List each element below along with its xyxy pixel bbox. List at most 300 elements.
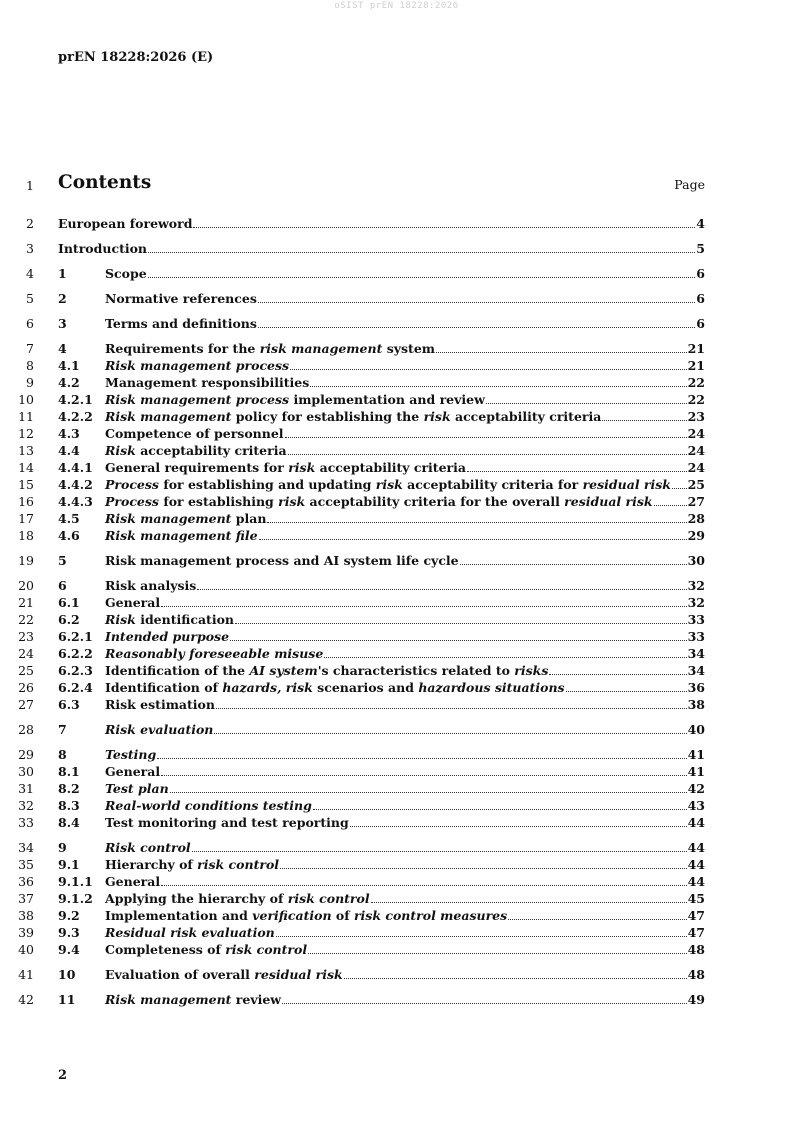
toc-entry[interactable] [0,967,793,983]
dot-leader [259,539,687,540]
line-number: 22 [18,612,34,627]
section-number: 7 [58,722,67,737]
title-segment: Hierarchy of [105,857,198,872]
page-ref: 48 [687,967,705,982]
section-title [105,528,258,544]
page-ref: 40 [687,722,705,737]
title-segment: Process [105,477,159,492]
dot-leader [276,936,687,937]
toc-entry[interactable] [0,443,793,459]
toc-entry[interactable] [0,663,793,679]
section-title [58,216,192,232]
line-number: 10 [18,392,34,407]
line-number: 32 [18,798,34,813]
dot-leader [308,953,687,954]
title-segment: for establishing [158,494,279,509]
line-number: 27 [18,697,34,712]
section-number: 4.2 [58,375,80,390]
title-segment: General [105,595,161,610]
title-segment: acceptability criteria [315,460,466,475]
line-number: 7 [26,341,34,356]
title-segment: risk control measures [353,908,508,923]
dot-leader [282,1003,687,1004]
page-ref: 6 [696,291,705,306]
line-number: 23 [18,629,34,644]
dot-leader [197,589,686,590]
page-ref: 41 [687,747,705,762]
toc-entry[interactable] [0,341,793,357]
title-segment: Risk [105,612,136,627]
section-title [105,511,266,527]
page-ref: 24 [687,426,705,441]
title-segment: Terms and definitions [105,316,257,331]
line-number: 35 [18,857,34,872]
page-ref: 28 [687,511,705,526]
title-segment: Residual risk evaluation [105,925,275,940]
title-segment: Risk control [105,840,191,855]
toc-entry[interactable] [0,781,793,797]
toc-entry[interactable] [0,291,793,307]
title-segment: hazards, risk [222,680,313,695]
section-number: 6.2 [58,612,80,627]
dot-leader [148,277,696,278]
section-number: 9.1 [58,857,80,872]
section-title [105,443,287,459]
toc-entry[interactable] [0,241,793,257]
title-segment: of [331,908,354,923]
section-number: 8 [58,747,67,762]
toc-entry[interactable] [0,375,793,391]
line-number: 29 [18,747,34,762]
title-segment: Test monitoring and test reporting [105,815,349,830]
section-number: 8.1 [58,764,80,779]
dot-leader [508,919,686,920]
toc-entry[interactable] [0,216,793,232]
section-title [105,629,229,645]
page-ref: 27 [687,494,705,509]
watermark: oSIST prEN 18228:2026 [334,1,459,11]
section-number: 1 [58,266,67,281]
section-title [105,341,435,357]
page-ref: 34 [687,646,705,661]
line-number: 18 [18,528,34,543]
section-number: 6.2.1 [58,629,93,644]
section-title [105,722,213,738]
section-title [105,291,257,307]
dot-leader [216,708,687,709]
dot-leader [230,640,687,641]
line-number: 20 [18,578,34,593]
title-segment: Risk management [105,511,232,526]
page-ref: 22 [687,375,705,390]
page-ref: 48 [687,942,705,957]
section-title [105,942,307,958]
line-number: 9 [26,375,34,390]
line-number: 37 [18,891,34,906]
dot-leader [344,978,687,979]
line-number: 11 [18,409,34,424]
toc-entry[interactable] [0,942,793,958]
dot-leader [602,420,686,421]
line-number: 16 [18,494,34,509]
line-number: 31 [18,781,34,796]
toc-entry[interactable] [0,612,793,628]
page-ref: 45 [687,891,705,906]
line-number: 38 [18,908,34,923]
dot-leader [324,657,686,658]
line-number: 21 [18,595,34,610]
section-title [105,967,343,983]
dot-leader [285,437,687,438]
page-ref: 36 [687,680,705,695]
section-number: 9.1.2 [58,891,93,906]
page-ref: 44 [687,840,705,855]
dot-leader [288,454,687,455]
title-segment: system [382,341,436,356]
dot-leader [161,775,686,776]
section-title [105,874,160,890]
page-ref: 49 [687,992,705,1007]
line-number: 12 [18,426,34,441]
section-number: 4.6 [58,528,80,543]
title-segment: Risk [105,443,136,458]
toc-entry[interactable] [0,511,793,527]
dot-leader [193,227,695,228]
title-segment: acceptability criteria [450,409,602,424]
section-number: 9.4 [58,942,80,957]
toc-entry[interactable] [0,722,793,738]
toc-entry[interactable] [0,764,793,780]
title-segment: residual risk [582,477,671,492]
title-segment: Requirements for the [105,341,260,356]
contents-title: Contents [58,172,152,193]
title-segment: Competence of personnel [105,426,284,441]
section-number: 4.4 [58,443,80,458]
toc-entry[interactable] [0,697,793,713]
line-number: 42 [18,992,34,1007]
title-segment: Risk management process [105,358,290,373]
section-title [105,494,653,510]
toc-entry[interactable] [0,358,793,374]
dot-leader [161,606,686,607]
section-title [105,612,234,628]
section-number: 4 [58,341,67,356]
title-segment: Test plan [105,781,169,796]
section-title [105,891,370,907]
title-segment: Process [105,494,159,509]
dot-leader [170,792,687,793]
section-title [105,392,485,408]
title-segment: risk [278,494,306,509]
title-segment: Intended purpose [105,629,230,644]
title-segment: AI system [249,663,318,678]
page-ref: 24 [687,443,705,458]
toc-entry[interactable] [0,891,793,907]
section-number: 4.5 [58,511,80,526]
line-number: 30 [18,764,34,779]
line-number: 25 [18,663,34,678]
section-title [105,747,156,763]
section-number: 6 [58,578,67,593]
toc-entry[interactable] [0,595,793,611]
page-ref: 29 [687,528,705,543]
title-segment: Risk management [105,992,232,1007]
title-segment: General [105,874,161,889]
section-title [105,266,147,282]
title-segment: 's characteristics related to [317,663,515,678]
toc-entry[interactable] [0,680,793,696]
document-id: prEN 18228:2026 (E) [58,50,214,65]
dot-leader [235,623,687,624]
toc-entry[interactable] [0,528,793,544]
section-number: 11 [58,992,76,1007]
title-segment: identification [135,612,234,627]
line-number: 17 [18,511,34,526]
toc-entry[interactable] [0,908,793,924]
line-number: 5 [26,291,34,306]
toc-entry[interactable] [0,629,793,645]
title-segment: Risk management file [105,528,258,543]
section-number: 9.2 [58,908,80,923]
page-ref: 25 [687,477,705,492]
dot-leader [672,488,687,489]
title-segment: scenarios and [312,680,419,695]
title-segment: risk [288,460,316,475]
section-number: 4.3 [58,426,80,441]
title-segment: Introduction [58,241,148,256]
title-segment: Reasonably foreseeable misuse [105,646,324,661]
title-segment: residual risk [564,494,653,509]
page-ref: 33 [687,612,705,627]
title-segment: acceptability criteria [135,443,287,458]
line-number: 3 [26,241,34,256]
title-segment: risk management [259,341,383,356]
toc-entry[interactable] [0,646,793,662]
title-segment: Risk management process [105,392,290,407]
dot-leader [654,505,687,506]
title-segment: Implementation and [105,908,253,923]
page-ref: 6 [696,316,705,331]
section-title [105,375,309,391]
page-ref: 30 [687,553,705,568]
title-segment: risk control [287,891,370,906]
section-number: 8.3 [58,798,80,813]
title-segment: implementation and review [289,392,485,407]
line-number: 41 [18,967,34,982]
line-number: 8 [26,358,34,373]
page-ref: 32 [687,595,705,610]
dot-leader [161,885,686,886]
toc-entry[interactable] [0,477,793,493]
dot-leader [436,352,687,353]
page-ref: 6 [696,266,705,281]
title-segment: risk control [225,942,308,957]
page-ref: 41 [687,764,705,779]
dot-leader [460,564,687,565]
page-ref: 21 [687,341,705,356]
toc-entry[interactable] [0,494,793,510]
section-title [105,697,215,713]
page-ref: 42 [687,781,705,796]
section-number: 3 [58,316,67,331]
section-number: 6.2.3 [58,663,93,678]
section-number: 8.4 [58,815,80,830]
page-ref: 44 [687,857,705,872]
title-segment: Risk management process and AI system life cycle [105,553,459,568]
page-ref: 33 [687,629,705,644]
title-segment: Identification of [105,680,223,695]
section-number: 4.4.1 [58,460,93,475]
section-number: 4.2.2 [58,409,93,424]
section-title [105,781,169,797]
line-number: 14 [18,460,34,475]
line-number: 15 [18,477,34,492]
section-title [105,663,548,679]
title-segment: Applying the hierarchy of [105,891,288,906]
toc-entry[interactable] [0,992,793,1008]
section-title [105,908,507,924]
title-segment: hazardous situations [418,680,565,695]
page-ref: 21 [687,358,705,373]
dot-leader [290,369,687,370]
section-number: 4.4.2 [58,477,93,492]
section-number: 4.4.3 [58,494,93,509]
section-title [105,578,196,594]
dot-leader [258,327,695,328]
dot-leader [350,826,687,827]
title-segment: Risk estimation [105,697,215,712]
section-title [105,595,160,611]
page-ref: 22 [687,392,705,407]
title-segment: residual risk [254,967,343,982]
page-ref: 44 [687,815,705,830]
title-segment: Testing [105,747,157,762]
section-number: 6.2.2 [58,646,93,661]
title-segment: Evaluation of overall [105,967,255,982]
toc-entry[interactable] [0,553,793,569]
title-segment: Completeness of [105,942,226,957]
section-title [105,815,349,831]
toc-entry[interactable] [0,409,793,425]
dot-leader [280,868,687,869]
dot-leader [310,386,686,387]
dot-leader [157,758,686,759]
title-segment: plan [231,511,267,526]
line-number: 24 [18,646,34,661]
title-segment: verification [252,908,332,923]
line-number: 2 [26,216,34,231]
line-number: 34 [18,840,34,855]
toc-entry[interactable] [0,266,793,282]
dot-leader [486,403,687,404]
section-title [105,680,565,696]
section-number: 6.3 [58,697,80,712]
title-segment: Real-world conditions testing [105,798,312,813]
page-ref: 24 [687,460,705,475]
toc-entry[interactable] [0,747,793,763]
toc-entry[interactable] [0,857,793,873]
dot-leader [371,902,687,903]
title-segment: for establishing and updating [158,477,376,492]
dot-leader [467,471,687,472]
section-number: 4.1 [58,358,80,373]
line-number: 40 [18,942,34,957]
title-segment: risk [375,477,403,492]
page-ref: 38 [687,697,705,712]
toc-entry[interactable] [0,392,793,408]
dot-leader [566,691,687,692]
title-segment: General [105,764,161,779]
page-number: 2 [58,1068,68,1083]
page-column-label: Page [674,177,705,192]
title-segment: review [231,992,282,1007]
line-number: 4 [26,266,34,281]
line-number: 39 [18,925,34,940]
section-title [105,925,275,941]
line-number: 1 [26,178,34,193]
dot-leader [549,674,686,675]
title-segment: Normative references [105,291,257,306]
title-segment: Risk management [105,409,232,424]
title-segment: Scope [105,266,147,281]
page-ref: 34 [687,663,705,678]
section-title [58,241,147,257]
page-ref: 5 [696,241,705,256]
title-segment: Risk analysis [105,578,197,593]
toc-entry[interactable] [0,798,793,814]
title-segment: Risk evaluation [105,722,214,737]
line-number: 26 [18,680,34,695]
title-segment: policy for establishing the [231,409,424,424]
line-number: 6 [26,316,34,331]
toc-entry[interactable] [0,815,793,831]
page-ref: 4 [696,216,705,231]
page-ref: 44 [687,874,705,889]
section-title [105,857,279,873]
section-number: 9 [58,840,67,855]
title-segment: European foreword [58,216,193,231]
section-title [105,798,312,814]
line-number: 28 [18,722,34,737]
toc-entry[interactable] [0,925,793,941]
toc-entry[interactable] [0,840,793,856]
toc-entry[interactable] [0,874,793,890]
section-number: 9.3 [58,925,80,940]
line-number: 36 [18,874,34,889]
dot-leader [267,522,686,523]
page-ref: 32 [687,578,705,593]
toc-entry[interactable] [0,460,793,476]
title-segment: Management responsibilities [105,375,310,390]
page-ref: 47 [687,925,705,940]
dot-leader [214,733,686,734]
dot-leader [258,302,695,303]
line-number: 33 [18,815,34,830]
toc-entry[interactable] [0,578,793,594]
title-segment: risk control [197,857,280,872]
section-number: 2 [58,291,67,306]
title-segment: risks [514,663,549,678]
section-title [105,764,160,780]
section-title [105,460,466,476]
section-number: 6.2.4 [58,680,93,695]
toc-entry[interactable] [0,426,793,442]
page-ref: 23 [687,409,705,424]
section-title [105,840,191,856]
toc-entry[interactable] [0,316,793,332]
title-segment: acceptability criteria for the overall [305,494,565,509]
section-number: 4.2.1 [58,392,93,407]
